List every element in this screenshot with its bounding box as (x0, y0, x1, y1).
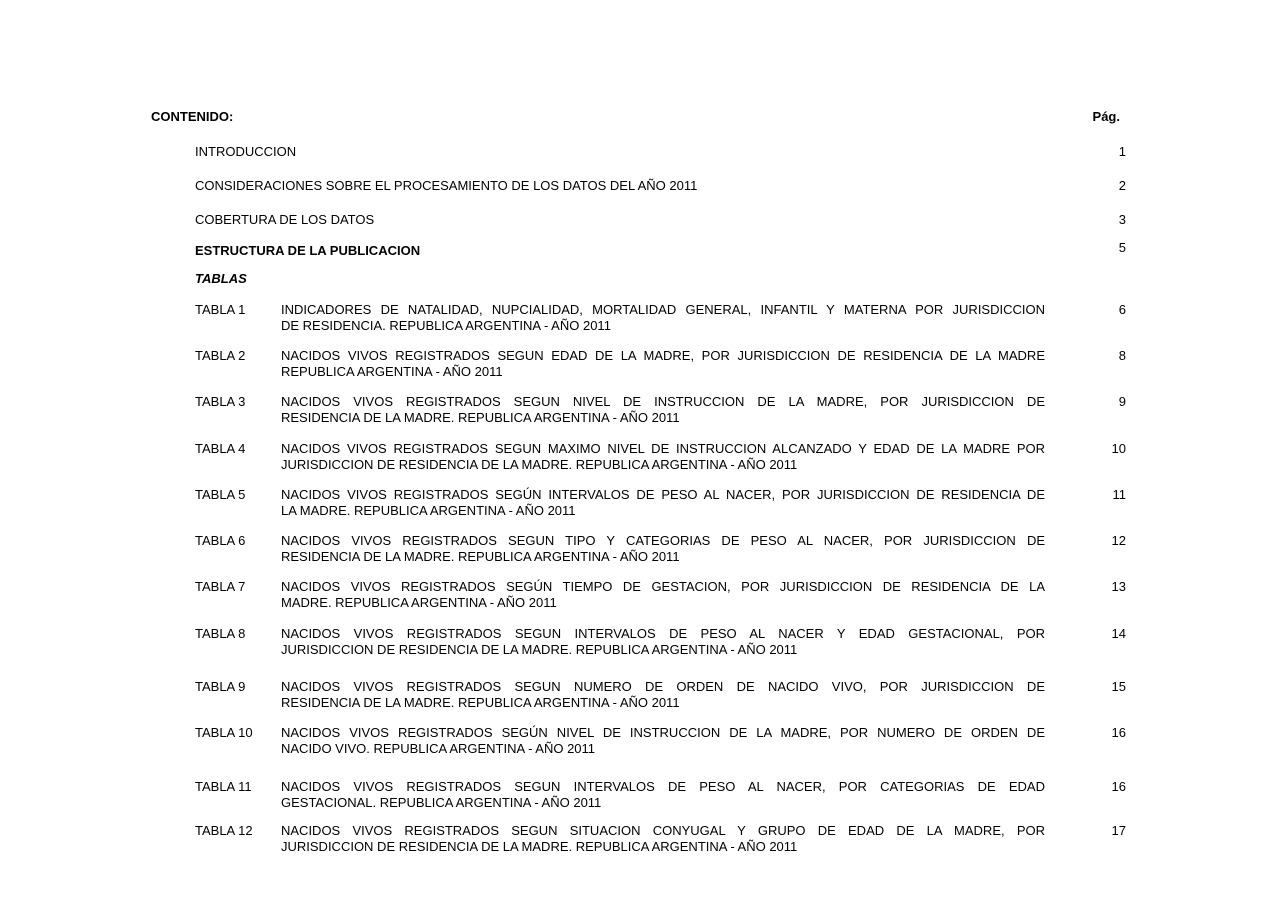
table-label: TABLA 6 (195, 533, 246, 548)
table-description (281, 348, 1045, 380)
section-page-cobertura: 3 (1118, 212, 1126, 227)
page-column-heading: Pág. (1092, 109, 1120, 124)
table-description (281, 823, 1045, 855)
table-page: 6 (1118, 302, 1126, 317)
contenido-heading: CONTENIDO: (151, 109, 234, 124)
table-description-line: NACIDO VIVO. REPUBLICA ARGENTINA - AÑO 2011 (281, 741, 596, 756)
table-description-line: NACIDOS VIVOS REGISTRADOS SEGUN MAXIMO NIVEL DE INSTRUCCION ALCANZADO Y EDAD DE LA MADRE POR (281, 441, 1045, 456)
table-page: 13 (1111, 579, 1126, 594)
table-page: 14 (1111, 626, 1126, 641)
table-description-line: DE RESIDENCIA. REPUBLICA ARGENTINA - AÑO 2011 (281, 318, 611, 333)
table-page: 11 (1112, 487, 1126, 502)
table-page: 15 (1111, 679, 1126, 694)
table-label: TABLA 11 (195, 779, 252, 794)
table-description-line: NACIDOS VIVOS REGISTRADOS SEGUN NUMERO DE ORDEN DE NACIDO VIVO, POR JURISDICCION DE (281, 679, 1045, 694)
table-page: 12 (1111, 533, 1126, 548)
table-description-line: MADRE. REPUBLICA ARGENTINA - AÑO 2011 (281, 595, 557, 610)
table-description-line: JURISDICCION DE RESIDENCIA DE LA MADRE. REPUBLICA ARGENTINA - AÑO 2011 (281, 839, 798, 854)
table-description-line: RESIDENCIA DE LA MADRE. REPUBLICA ARGENTINA - AÑO 2011 (281, 410, 680, 425)
table-description (281, 626, 1045, 658)
table-description (281, 679, 1045, 711)
section-title-consideraciones: CONSIDERACIONES SOBRE EL PROCESAMIENTO DE LOS DATOS DEL AÑO 2011 (195, 178, 698, 193)
table-description (281, 725, 1045, 757)
table-description-line: NACIDOS VIVOS REGISTRADOS SEGUN SITUACION CONYUGAL Y GRUPO DE EDAD DE LA MADRE, POR (281, 823, 1045, 838)
table-description-line: JURISDICCION DE RESIDENCIA DE LA MADRE. REPUBLICA ARGENTINA - AÑO 2011 (281, 642, 798, 657)
table-description-line: NACIDOS VIVOS REGISTRADOS SEGUN NIVEL DE INSTRUCCION DE LA MADRE, POR JURISDICCION DE (281, 394, 1045, 409)
table-label: TABLA 3 (195, 394, 246, 409)
table-page: 9 (1118, 394, 1126, 409)
table-description-line: NACIDOS VIVOS REGISTRADOS SEGUN INTERVALOS DE PESO AL NACER Y EDAD GESTACIONAL, POR (281, 626, 1045, 641)
table-description (281, 394, 1045, 426)
table-description-line: LA MADRE. REPUBLICA ARGENTINA - AÑO 2011 (281, 503, 576, 518)
table-label: TABLA 1 (195, 302, 246, 317)
section-title-introduccion: INTRODUCCION (195, 144, 297, 159)
table-page: 10 (1111, 441, 1126, 456)
table-page: 16 (1111, 779, 1126, 794)
table-description-line: REPUBLICA ARGENTINA - AÑO 2011 (281, 364, 503, 379)
table-label: TABLA 10 (195, 725, 253, 740)
table-description-line: NACIDOS VIVOS REGISTRADOS SEGUN EDAD DE LA MADRE, POR JURISDICCION DE RESIDENCIA DE LA MADRE (281, 348, 1045, 363)
section-page-consideraciones: 2 (1118, 178, 1126, 193)
table-label: TABLA 2 (195, 348, 246, 363)
table-description-line: NACIDOS VIVOS REGISTRADOS SEGÚN TIEMPO DE GESTACION, POR JURISDICCION DE RESIDENCIA DE LA (281, 579, 1045, 594)
table-description-line: RESIDENCIA DE LA MADRE. REPUBLICA ARGENTINA - AÑO 2011 (281, 695, 680, 710)
table-label: TABLA 9 (195, 679, 246, 694)
table-description-line: GESTACIONAL. REPUBLICA ARGENTINA - AÑO 2011 (281, 795, 602, 810)
table-description-line: RESIDENCIA DE LA MADRE. REPUBLICA ARGENTINA - AÑO 2011 (281, 549, 680, 564)
table-page: 17 (1111, 823, 1126, 838)
table-label: TABLA 7 (195, 579, 246, 594)
table-description-line: JURISDICCION DE RESIDENCIA DE LA MADRE. REPUBLICA ARGENTINA - AÑO 2011 (281, 457, 798, 472)
table-label: TABLA 5 (195, 487, 246, 502)
table-description (281, 533, 1045, 565)
table-label: TABLA 4 (195, 441, 246, 456)
table-label: TABLA 12 (195, 823, 253, 838)
table-description-line: NACIDOS VIVOS REGISTRADOS SEGÚN NIVEL DE INSTRUCCION DE LA MADRE, POR NUMERO DE ORDEN DE (281, 725, 1045, 740)
section-title-estructura: ESTRUCTURA DE LA PUBLICACION (195, 243, 421, 258)
tablas-heading: TABLAS (195, 271, 247, 286)
table-description (281, 779, 1045, 811)
table-description-line: INDICADORES DE NATALIDAD, NUPCIALIDAD, MORTALIDAD GENERAL, INFANTIL Y MATERNA POR JURISDICCION (281, 302, 1045, 317)
table-description (281, 302, 1045, 334)
table-description-line: NACIDOS VIVOS REGISTRADOS SEGÚN INTERVALOS DE PESO AL NACER, POR JURISDICCION DE RESIDENCIA DE (281, 487, 1045, 502)
table-page: 16 (1111, 725, 1126, 740)
table-description (281, 487, 1045, 519)
section-page-estructura: 5 (1118, 240, 1126, 255)
section-title-cobertura: COBERTURA DE LOS DATOS (195, 212, 375, 227)
table-description (281, 579, 1045, 611)
table-description (281, 441, 1045, 473)
table-description-line: NACIDOS VIVOS REGISTRADOS SEGUN INTERVALOS DE PESO AL NACER, POR CATEGORIAS DE EDAD (281, 779, 1045, 794)
section-page-introduccion: 1 (1118, 144, 1126, 159)
table-label: TABLA 8 (195, 626, 246, 641)
table-description-line: NACIDOS VIVOS REGISTRADOS SEGUN TIPO Y CATEGORIAS DE PESO AL NACER, POR JURISDICCION DE (281, 533, 1045, 548)
table-page: 8 (1118, 348, 1126, 363)
